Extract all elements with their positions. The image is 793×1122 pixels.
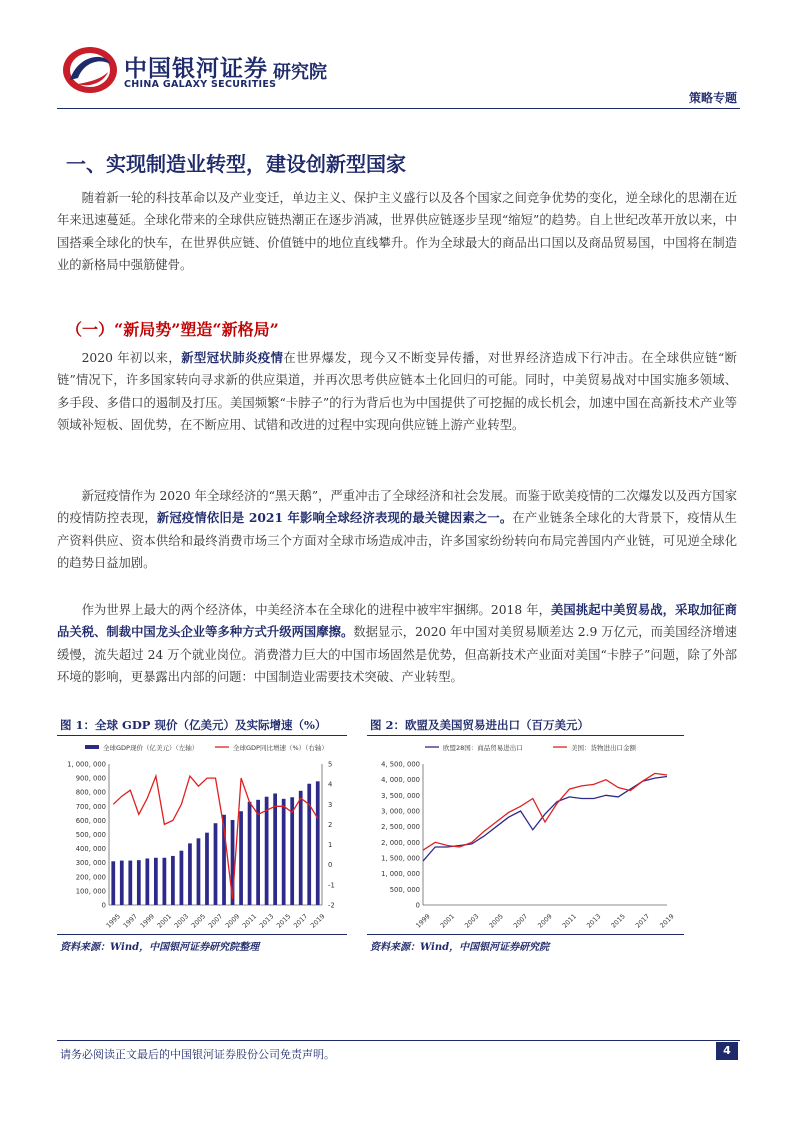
y-axis-tick-label: 2, 000, 000 — [381, 838, 420, 847]
report-type: 策略专题 — [688, 91, 737, 105]
x-axis-tick-label: 2005 — [189, 912, 208, 930]
paragraph-text: 新冠疫情作为 2020 年全球经济的“黑天鹅”，严重冲击了全球经济和社会发展。而鉴于欧美疫情的二次爆发以及西方国家的疫情防控表现， — [57, 489, 737, 526]
paragraph-text: 作为世界上最大的两个经济体，中美经济本在全球化的进程中被牢牢捆绑。2018 年， — [81, 603, 552, 617]
figure-2-top-rule — [367, 735, 684, 736]
institute-label: 研究院 — [273, 62, 327, 83]
x-axis-tick-label: 2013 — [585, 912, 603, 930]
x-axis-tick-label: 2009 — [536, 912, 554, 930]
gdp-bar — [282, 799, 286, 905]
legend-label-us: 美国：货物进出口金额 — [571, 744, 636, 752]
x-axis-tick-label: 2017 — [633, 912, 652, 930]
left-axis-tick-label: 200, 000 — [75, 873, 106, 882]
x-axis-tick-label: 2003 — [172, 912, 191, 930]
paragraph-covid — [57, 347, 737, 437]
x-axis-tick-label: 2005 — [487, 912, 505, 930]
x-axis-tick-label: 2001 — [155, 912, 174, 930]
gdp-bar — [316, 781, 320, 905]
x-axis-tick-label: 1995 — [104, 912, 122, 930]
y-axis-tick-label: 0 — [415, 901, 420, 910]
right-axis-tick-label: -1 — [328, 881, 335, 890]
paragraph-text: 在世界爆发，现今又不断变异传播，对世界经济造成下行冲击。在全球供应链“断链”情况下，许多国家转向寻求新的供应渠道，并再次思考供应链本土化回归的可能。同时，中美贸易战对中国实施多领域、多手段、多借口的遏制及打压。美国频繁“卡脖子”的行为背后也为中国提供了可挖掘的成长机会，加速中国在高新技术产业等领域补短板、固优势，在不断应用、试错和改进的过程中实现向供应链上游产业转型。 — [57, 351, 737, 433]
y-axis-tick-label: 2, 500, 000 — [381, 823, 420, 832]
gdp-bar — [307, 784, 311, 905]
right-axis-tick-label: 0 — [328, 861, 333, 870]
x-axis-tick-label: 2011 — [240, 912, 259, 930]
gdp-bar — [154, 858, 158, 905]
company-name-cn: 中国银河证券 — [124, 56, 268, 82]
y-axis-tick-label: 4, 000, 000 — [381, 776, 420, 785]
paragraph-text: 数据显示，2020 年中国对美贸易顺差达 2.9 万亿元，而美国经济增速缓慢，流失超过 24 万个就业岗位。消费潜力巨大的中国市场固然是优势，但高新技术产业面对美国“卡脖子”问题，除了外部环境的影响，更暴露出内部的问题：中国制造业需要技术突破、产业转型。 — [57, 625, 737, 685]
gdp-bar — [265, 797, 269, 905]
us-trade-line — [423, 773, 667, 850]
gdp-bar — [145, 858, 149, 905]
x-axis-tick-label: 2003 — [463, 912, 481, 930]
y-axis-tick-label: 4, 500, 000 — [381, 760, 420, 769]
right-axis-tick-label: 2 — [328, 820, 333, 829]
highlight-text: 新型冠状肺炎疫情 — [181, 350, 284, 365]
x-axis-tick-label: 2017 — [292, 912, 310, 930]
figure-1-title: 图 1：全球 GDP 现价（亿美元）及实际增速（%） — [60, 718, 327, 732]
right-axis-tick-label: -2 — [328, 901, 335, 910]
x-axis-tick-label: 1997 — [121, 912, 139, 930]
gdp-bar — [248, 802, 252, 905]
footer-divider — [57, 1040, 740, 1041]
gdp-bar — [188, 843, 192, 905]
paragraph-text: 2020 年初以来， — [81, 351, 182, 365]
x-axis-tick-label: 2001 — [438, 912, 457, 930]
x-axis-tick-label: 1999 — [414, 912, 432, 930]
gdp-bar — [111, 861, 115, 905]
left-axis-tick-label: 500, 000 — [75, 831, 106, 839]
right-axis-tick-label: 4 — [328, 780, 333, 789]
gdp-bar — [128, 861, 132, 905]
chart1-legend — [85, 743, 328, 752]
trade-chart — [367, 738, 684, 934]
company-name-en: CHINA GALAXY SECURITIES — [124, 79, 277, 90]
highlight-text: 美国挑起中美贸易战，采取加征商品关税、制裁中国龙头企业等多种方式升级两国摩擦。 — [57, 602, 737, 640]
left-axis-tick-label: 700, 000 — [75, 802, 106, 811]
left-axis-tick-label: 300, 000 — [75, 859, 106, 868]
gdp-bar — [171, 856, 175, 905]
x-axis-tick-label: 1999 — [138, 912, 157, 930]
subsection-title: （一）“新局势”塑造“新格局” — [66, 320, 279, 339]
x-axis-tick-label: 2007 — [511, 912, 530, 930]
x-axis-tick-label: 2019 — [658, 912, 676, 930]
x-axis-tick-label: 2015 — [274, 912, 293, 930]
x-axis-tick-label: 2019 — [309, 912, 327, 930]
legend-bar-swatch — [85, 745, 99, 749]
right-axis-tick-label: 1 — [328, 841, 333, 850]
gdp-bar — [180, 851, 184, 905]
y-axis-tick-label: 3, 000, 000 — [381, 807, 420, 816]
right-axis-tick-label: 5 — [328, 760, 333, 769]
intro-paragraph: 随着新一轮的科技革命以及产业变迁，单边主义、保护主义盛行以及各个国家之间竞争优势的变化，逆全球化的思潮在近年来迅速蔓延。全球化带来的全球供应链热潮正在逐步消减，世界供应链逐步呈现“缩短”的趋势。自上世纪改革开放以来，中国搭乘全球化的快车，在世界供应链、价值链中的地位直线攀升。作为全球最大的商品出口国以及商品贸易国，中国将在制造业的新格局中强筋健骨。 — [57, 191, 737, 273]
left-axis-tick-label: 800, 000 — [75, 788, 106, 797]
figure-1-source: 资料来源：Wind，中国银河证券研究院整理 — [60, 942, 260, 953]
gdp-bar — [163, 858, 167, 905]
gdp-bar — [239, 811, 243, 905]
y-axis-tick-label: 500, 000 — [389, 885, 420, 894]
y-axis-tick-label: 3, 500, 000 — [381, 791, 420, 800]
x-axis-tick-label: 2011 — [560, 912, 579, 930]
section-title: 一、实现制造业转型，建设创新型国家 — [66, 152, 406, 176]
left-axis-tick-label: 600, 000 — [75, 816, 106, 825]
x-axis-tick-label: 2009 — [223, 912, 242, 930]
left-axis-tick-label: 100, 000 — [75, 887, 106, 896]
gdp-bar — [120, 861, 124, 905]
gdp-bar — [205, 833, 209, 905]
galaxy-logo-icon — [60, 44, 120, 96]
gdp-bar — [214, 823, 218, 905]
gdp-bar — [256, 800, 260, 905]
figure-2-source: 资料来源：Wind，中国银河证券研究院 — [370, 942, 550, 953]
legend-label-gdp: 全球GDP现价（亿美元）（左轴） — [103, 744, 199, 752]
paragraph-trade-war — [57, 599, 737, 689]
x-axis-tick-label: 2013 — [257, 912, 276, 930]
left-axis-tick-label: 900, 000 — [75, 774, 106, 783]
y-axis-tick-label: 1, 000, 000 — [381, 870, 420, 879]
gdp-bar — [299, 791, 303, 905]
x-axis-tick-label: 2007 — [206, 912, 225, 930]
legend-label-growth: 全球GDP同比增速（%）（右轴） — [233, 744, 328, 752]
figure-2-title: 图 2：欧盟及美国贸易进出口（百万美元） — [370, 718, 590, 732]
x-axis-tick-label: 2015 — [609, 912, 627, 930]
figure-2-bottom-rule — [367, 934, 684, 935]
figure-1-top-rule — [57, 735, 347, 736]
gdp-bar — [197, 838, 201, 905]
legend-label-eu: 欧盟28国：商品贸易进出口 — [443, 744, 523, 752]
gdp-bar — [137, 860, 141, 905]
gdp-bar — [273, 793, 277, 905]
left-axis-tick-label: 400, 000 — [75, 845, 106, 854]
paragraph-black-swan — [57, 485, 737, 575]
disclaimer-text: 请务必阅读正文最后的中国银河证券股份公司免责声明。 — [60, 1048, 335, 1061]
right-axis-tick-label: 3 — [328, 800, 333, 809]
paragraph-text: 在产业链条全球化的大背景下，疫情从生产资料供应、资本供给和最终消费市场三个方面对全球市场造成冲击，许多国家纷纷转向布局完善国内产业链，可见逆全球化的趋势日益加剧。 — [57, 511, 737, 571]
highlight-text: 新冠疫情依旧是 2021 年影响全球经济表现的最关键因素之一。 — [156, 510, 513, 526]
chart2-legend — [425, 743, 637, 752]
page-number: 4 — [716, 1042, 738, 1060]
y-axis-tick-label: 1, 500, 000 — [381, 854, 420, 863]
gdp-bar — [290, 797, 294, 905]
eu-trade-line — [423, 777, 667, 862]
left-axis-tick-label: 1, 000, 000 — [67, 760, 106, 769]
gdp-chart — [57, 738, 347, 934]
left-axis-tick-label: 0 — [101, 901, 106, 910]
header-divider — [57, 108, 740, 109]
figure-1-bottom-rule — [57, 934, 347, 935]
